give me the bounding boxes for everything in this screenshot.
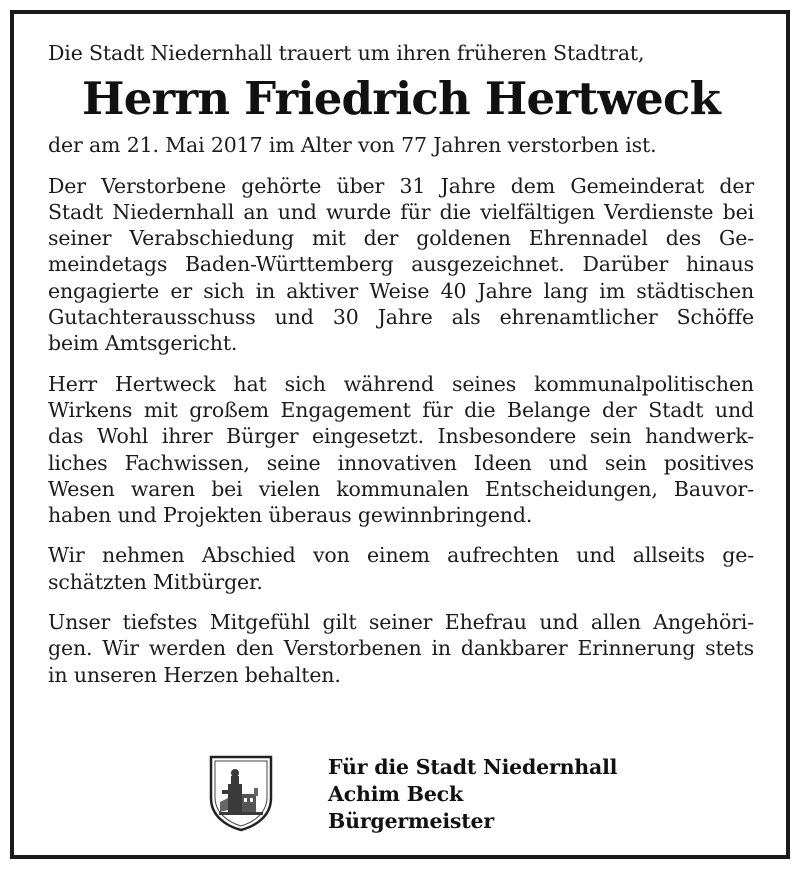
paragraph-line: Wesen waren bei vielen kommunalen Entscheidungen, Bauvor- bbox=[48, 476, 754, 501]
paragraph-engagement bbox=[48, 371, 754, 529]
signature-person: Achim Beck bbox=[328, 782, 463, 806]
death-date-text: der am 21. Mai 2017 im Alter von 77 Jahren verstorben ist. bbox=[48, 133, 657, 158]
paragraph-line: liches Fachwissen, seine innovativen Ideen und sein positives bbox=[48, 450, 754, 475]
paragraph-line: in unseren Herzen behalten. bbox=[48, 662, 341, 687]
paragraph-line: das Wohl ihrer Bürger eingesetzt. Insbesondere sein handwerk- bbox=[48, 424, 754, 449]
paragraph-line: gen. Wir werden den Verstorbenen in dankbarer Erinnerung stets bbox=[48, 636, 754, 661]
paragraph-line: Wir nehmen Abschied von einem aufrechten und allseits ge- bbox=[48, 543, 754, 568]
signature-text bbox=[328, 754, 617, 835]
paragraph-line: Herr Hertweck hat sich während seines kommunalpolitischen bbox=[48, 371, 754, 396]
paragraph-line: seiner Verabschiedung mit der goldenen Ehrennadel des Ge- bbox=[48, 226, 754, 251]
intro-text: Die Stadt Niedernhall trauert um ihren früheren Stadtrat, bbox=[48, 41, 645, 65]
paragraph-line: beim Amtsgericht. bbox=[48, 331, 238, 356]
paragraph-line: Wirkens mit großem Engagement für die Belange der Stadt und bbox=[48, 397, 754, 422]
paragraph-service bbox=[48, 173, 754, 357]
paragraph-line: engagierte er sich in aktiver Weise 40 Jahre lang im städtischen bbox=[48, 278, 754, 303]
paragraph-line: Unser tiefstes Mitgefühl gilt seiner Ehefrau und allen Angehöri- bbox=[48, 610, 754, 635]
notice-content bbox=[48, 40, 754, 688]
signature-title: Bürgermeister bbox=[328, 809, 494, 833]
paragraph-condolence bbox=[48, 609, 754, 688]
paragraph-line: meindetags Baden-Württemberg ausgezeichnet. Darüber hinaus bbox=[48, 252, 754, 277]
paragraph-line: Der Verstorbene gehörte über 31 Jahre dem Gemeinderat der bbox=[48, 173, 754, 198]
paragraph-line: haben und Projekten überaus gewinnbringend. bbox=[48, 503, 533, 528]
paragraph-line: Gutachterausschuss und 30 Jahre als ehrenamtlicher Schöffe bbox=[48, 305, 754, 330]
paragraph-line: schätzten Mitbürger. bbox=[48, 569, 263, 594]
signature-block bbox=[208, 754, 628, 838]
deceased-name: Herrn Friedrich Hertweck bbox=[82, 72, 720, 126]
signature-organization: Für die Stadt Niedernhall bbox=[328, 755, 618, 779]
notice-frame bbox=[10, 10, 790, 859]
coat-of-arms-icon bbox=[208, 754, 274, 832]
paragraph-farewell bbox=[48, 542, 754, 595]
paragraph-line: Stadt Niedernhall an und wurde für die vielfältigen Verdienste bei bbox=[48, 199, 754, 224]
